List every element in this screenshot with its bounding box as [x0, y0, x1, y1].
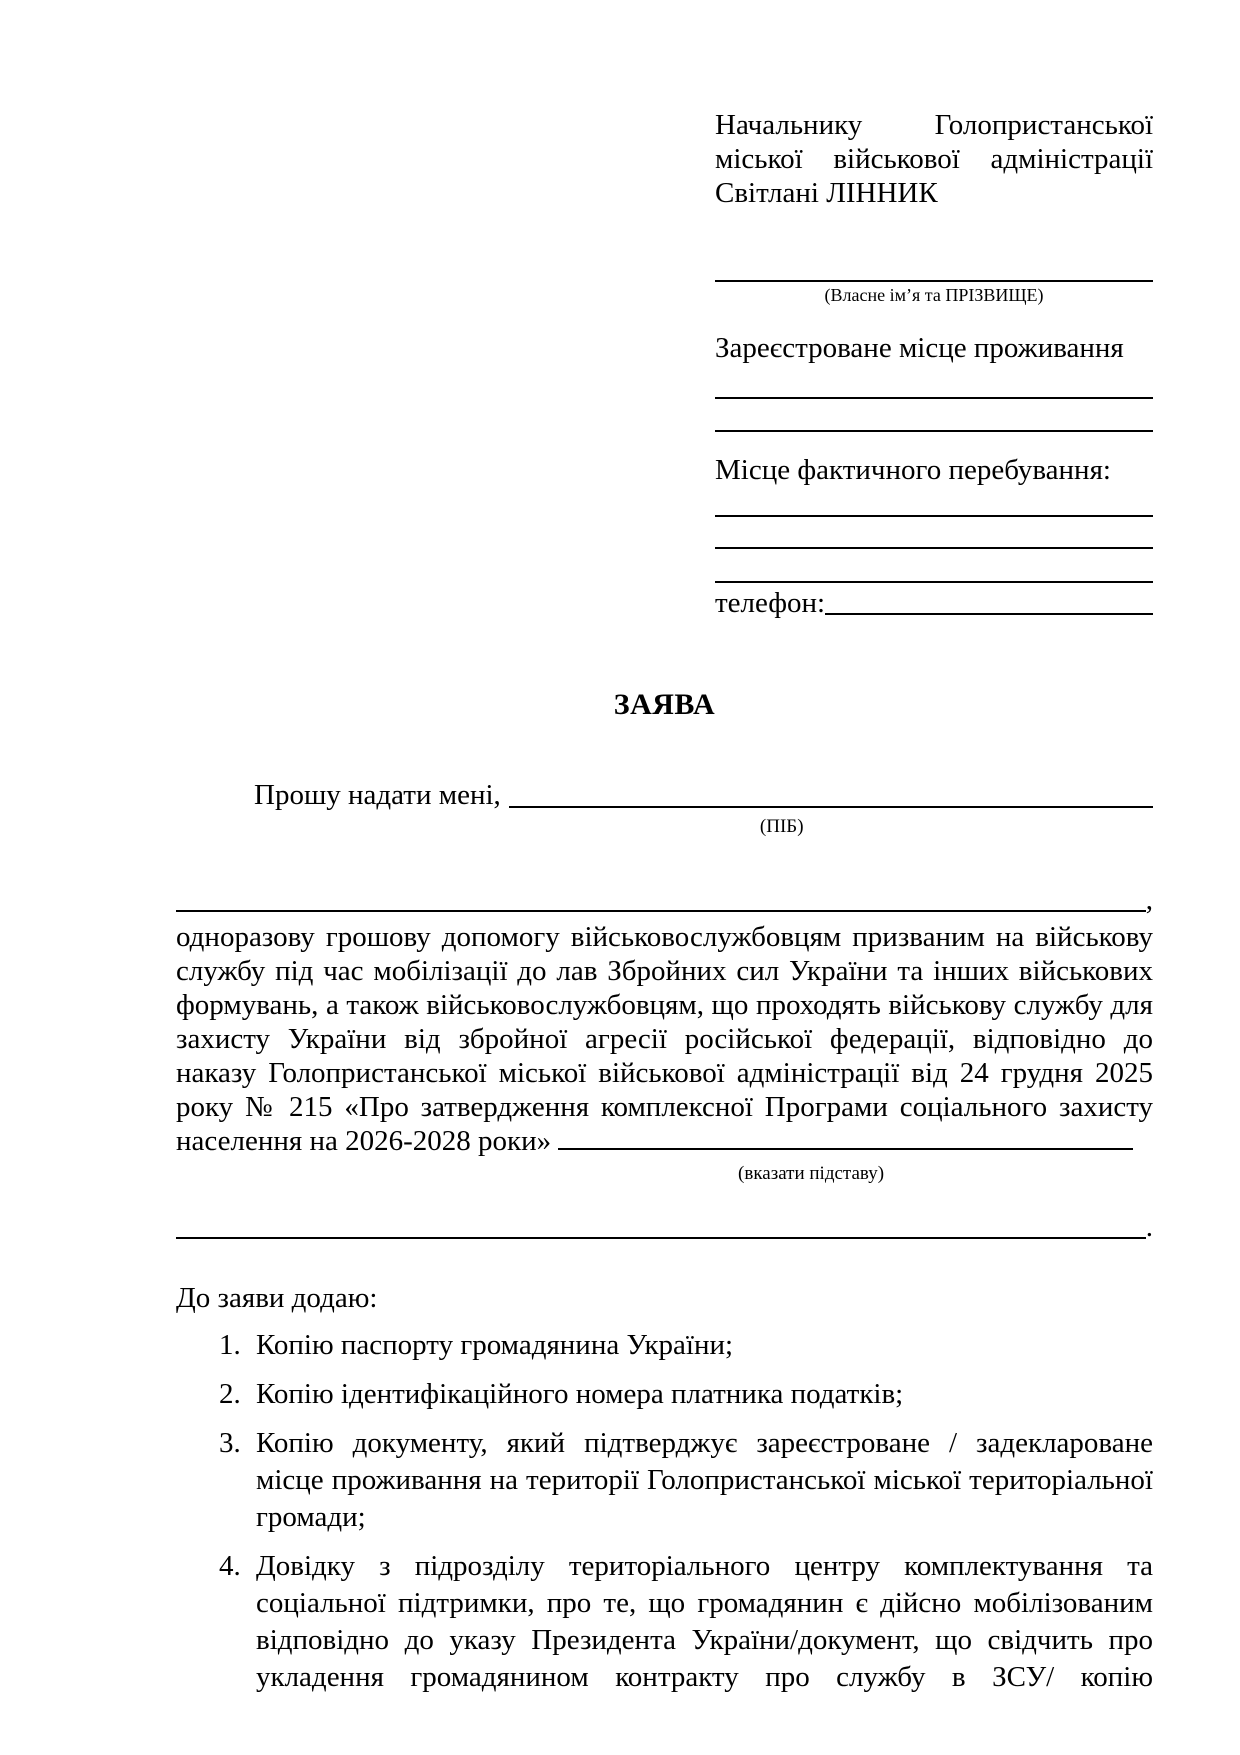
attachment-text: Копію ідентифікаційного номера платника податків; — [256, 1378, 904, 1410]
registered-residence-label: Зареєстроване місце проживання — [715, 332, 1124, 364]
application-title: ЗАЯВА — [613, 688, 716, 721]
attachment-item-4 — [219, 1548, 1153, 1696]
recipient-block — [715, 108, 1153, 620]
phone-label: телефон: — [715, 587, 826, 619]
actual-residence-blank-1 — [715, 515, 1153, 517]
pib-caption: (ПІБ) — [759, 816, 804, 837]
blank-line-with-comma — [176, 883, 1153, 917]
request-intro-text: Прошу надати мені, — [254, 779, 501, 811]
period: . — [1145, 1211, 1153, 1243]
application-body — [176, 920, 1153, 1158]
blank-line-with-period — [176, 1210, 1153, 1244]
name-caption: (Власне ім’я та ПРІЗВИЩЕ) — [824, 285, 1044, 305]
actual-residence-label: Місце фактичного перебування: — [715, 454, 1111, 486]
registered-residence-blank-1 — [715, 397, 1153, 399]
attachment-text: Довідку з підрозділу територіального центру комплектування та соціальної підтримки, про те, що громадянин є дійсно мобілізованим відповідно до указу Президента України/документ, що свідчить про укладення громадянином контракту про службу в ЗСУ/ копію — [256, 1550, 1153, 1693]
attachments-heading: До заяви додаю: — [176, 1282, 378, 1314]
registered-residence-blank-2 — [715, 430, 1153, 432]
phone-blank-line — [825, 586, 1153, 615]
blank-line — [176, 910, 1146, 912]
attachment-text: Копію паспорту громадянина України; — [256, 1329, 734, 1361]
attachment-number: 3. — [219, 1427, 241, 1459]
attachment-number: 1. — [219, 1329, 241, 1361]
application-body-text: одноразову грошову допомогу військовослужбовцям призваним на військову службу під час мобілізації до лав Збройних сил України та інших військових формувань, а також військовослужбовцям, що проходять військову службу для захисту України від збройної агресії російської федерації, відповідно до наказу Голопристанської міської військової адміністрації від 24 грудня 2025 року № 215 «Про затвердження комплексної Програми соціального захисту населення на 2026-2028 роки» — [176, 921, 1153, 1157]
attachment-text: Копію документу, який підтверджує зареєстроване / задеклароване місце проживання на території Голопристанської міської територіальної громади; — [256, 1427, 1153, 1533]
attachments-list — [219, 1327, 1153, 1696]
attachment-item-3 — [219, 1425, 1153, 1536]
phone-row — [715, 586, 1153, 620]
blank-line — [176, 1237, 1146, 1239]
attachment-number: 4. — [219, 1550, 241, 1582]
pib-blank-line — [509, 778, 1153, 808]
attachment-item-2 — [219, 1376, 1153, 1413]
attachment-item-1 — [219, 1327, 1153, 1364]
recipient-text: Начальнику Голопристанської міської військової адміністрації Світлані ЛІННИК — [715, 109, 1153, 209]
name-blank-line — [715, 280, 1153, 282]
request-intro-row — [176, 778, 1153, 812]
actual-residence-blank-3 — [715, 581, 1153, 583]
comma: , — [1145, 884, 1153, 916]
basis-caption: (вказати підставу) — [738, 1163, 885, 1184]
attachment-number: 2. — [219, 1378, 241, 1410]
actual-residence-blank-2 — [715, 547, 1153, 549]
basis-blank-line — [558, 1127, 1133, 1150]
